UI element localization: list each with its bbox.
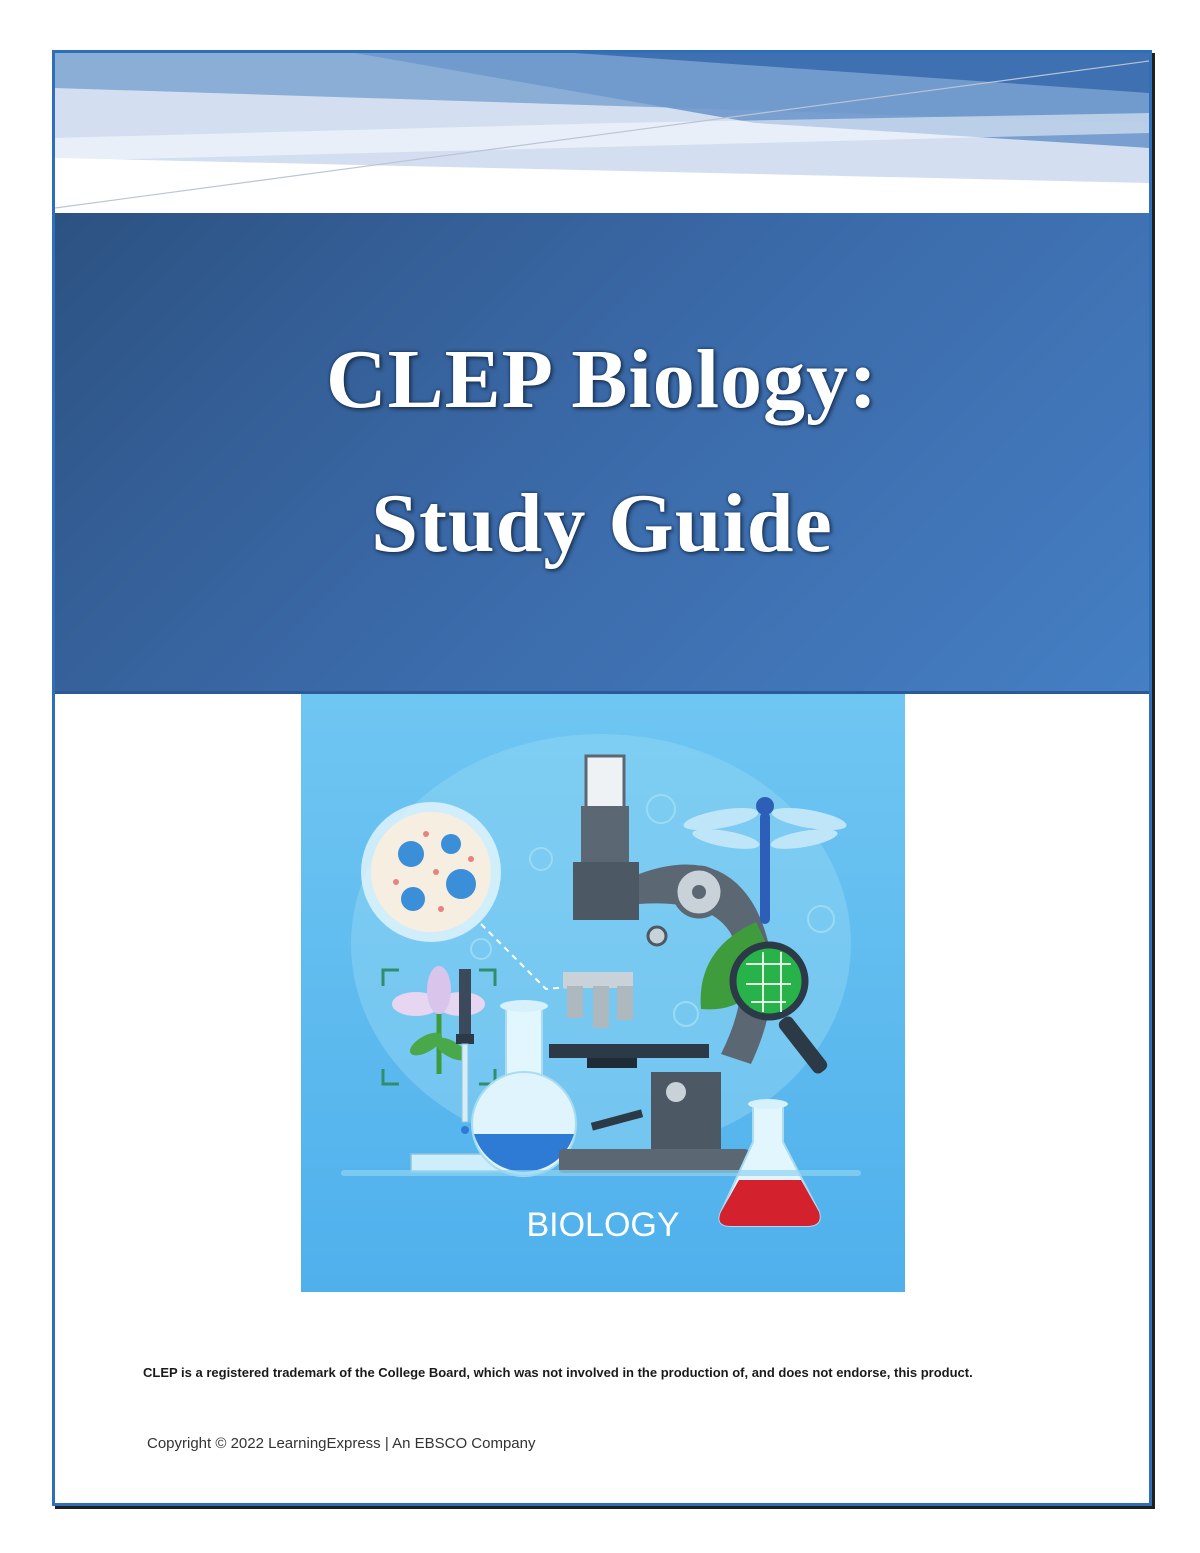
biology-illustration	[301, 694, 905, 1292]
illustration-label: BIOLOGY	[526, 1206, 680, 1244]
header-decoration	[55, 53, 1149, 213]
title-band	[55, 213, 1149, 694]
cover-page	[52, 50, 1152, 1506]
petri-dish-icon	[361, 802, 501, 942]
title-line-1: CLEP Biology:	[325, 333, 879, 426]
copyright-notice: Copyright © 2022 LearningExpress | An EBSCO Company	[147, 1435, 536, 1452]
trademark-disclaimer: CLEP is a registered trademark of the College Board, which was not involved in the production of, and does not endorse, this product.	[143, 1365, 973, 1380]
title-line-2: Study Guide	[371, 477, 833, 570]
